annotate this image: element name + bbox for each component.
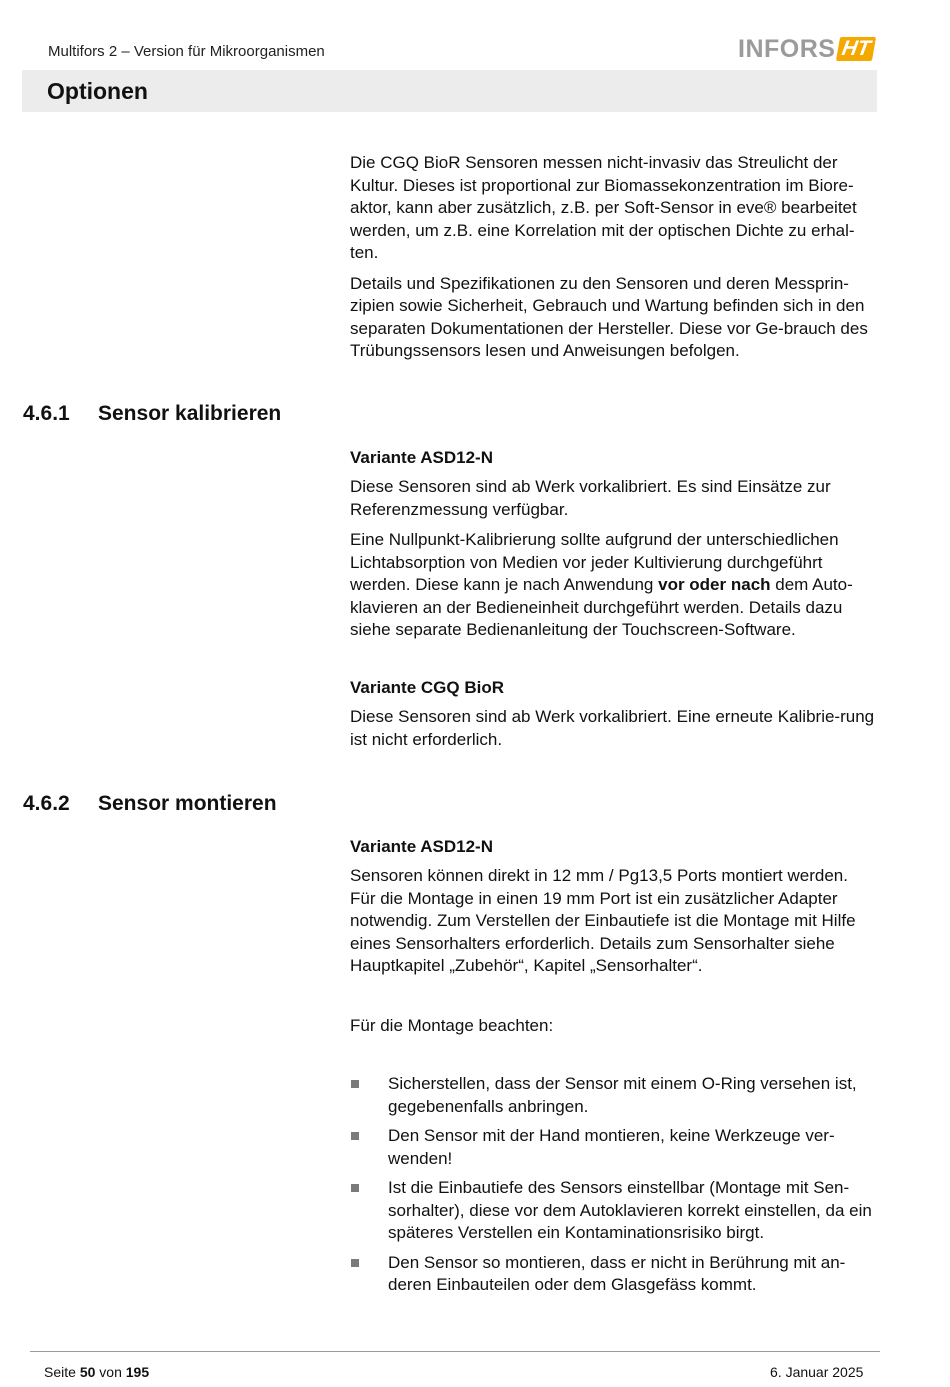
heading-text: Sensor kalibrieren: [98, 402, 282, 425]
mount-note-text: Für die Montage beachten:: [350, 1016, 554, 1035]
document-date: 6. Januar 2025: [770, 1364, 864, 1380]
section-header-bar: [22, 70, 877, 112]
calibration-paragraph-1: Diese Sensoren sind ab Werk vorkalibriert. Es sind Einsätze zur Referenzmessung verfügbar.: [350, 477, 831, 519]
heading-text: Sensor montieren: [98, 792, 277, 815]
heading-number: 4.6.1: [23, 402, 70, 425]
footer-divider: [30, 1351, 880, 1352]
logo-mark: HT: [836, 37, 876, 61]
bullet-square-icon: [351, 1132, 359, 1140]
calibration-cgq-paragraph: Diese Sensoren sind ab Werk vorkalibriert. Eine erneute Kalibrie-rung ist nicht erforderlich.: [350, 707, 875, 749]
calibration-asd12n-block: [350, 476, 878, 642]
page-number: Seite 50 von 195: [44, 1364, 150, 1380]
section-title: Optionen: [47, 78, 148, 104]
list-item: Ist die Einbautiefe des Sensors einstellbar (Montage mit Sen-sorhalter), diese vor dem Autoklavieren korrekt einstellen, da ein späteres Verstellen ein Kontaminationsrisiko birgt.: [350, 1177, 878, 1245]
intro-paragraph-2: Details und Spezifikationen zu den Sensoren und deren Messprin-zipien sowie Sicherheit, Gebrauch und Wartung befinden sich in den separaten Dokumentationen der Hersteller. Diese vor Ge-brauch des Trübungssensors lesen und Anweisungen befolgen.: [350, 273, 868, 360]
list-item: Sicherstellen, dass der Sensor mit einem O-Ring versehen ist, gegebenenfalls anbringen.: [350, 1073, 878, 1118]
bullet-square-icon: [351, 1080, 359, 1088]
subheading-variant-asd12n: Variante ASD12-N: [350, 448, 493, 467]
bullet-square-icon: [351, 1184, 359, 1192]
subheading-variant-cgq-bior: Variante CGQ BioR: [350, 678, 504, 697]
bullet-square-icon: [351, 1259, 359, 1267]
list-item: Den Sensor mit der Hand montieren, keine Werkzeuge ver-wenden!: [350, 1125, 878, 1170]
heading-4-6-2: [23, 792, 277, 816]
mount-asd12n-block: [350, 865, 878, 978]
document-title: Multifors 2 – Version für Mikroorganismen: [48, 43, 325, 60]
infors-ht-logo: [738, 34, 874, 64]
mount-bullet-list: [350, 1073, 878, 1304]
intro-paragraph-1: Die CGQ BioR Sensoren messen nicht-invasiv das Streulicht der Kultur. Dieses ist proportional zur Biomassekonzentration im Biore-aktor, kann aber zusätzlich, z.B. per Soft-Sensor in eve® bearbeitet werden, um z.B. eine Korrelation mit der optischen Dichte zu erhal-ten.: [350, 153, 857, 262]
logo-text: INFORS: [738, 34, 836, 63]
emphasis-text: vor oder nach: [658, 575, 771, 594]
subheading-variant-asd12n-mount: Variante ASD12-N: [350, 837, 493, 856]
heading-4-6-1: [23, 402, 281, 426]
calibration-paragraph-2: Eine Nullpunkt-Kalibrierung sollte aufgrund der unterschiedlichen Lichtabsorption von Medien vor jeder Kultivierung durchgeführt werden. Diese kann je nach Anwendung vor oder nach dem Auto-klavieren an der Bedieneinheit durchgeführt werden. Details dazu siehe separate Bedienanleitung der Touchscreen-Software.: [350, 530, 853, 639]
calibration-cgq-block: [350, 706, 878, 751]
list-item: Den Sensor so montieren, dass er nicht in Berührung mit an-deren Einbauteilen oder dem Glasgefäss kommt.: [350, 1252, 878, 1297]
mount-note: [350, 1015, 878, 1038]
heading-number: 4.6.2: [23, 792, 70, 815]
mount-paragraph: Sensoren können direkt in 12 mm / Pg13,5 Ports montiert werden. Für die Montage in einen 19 mm Port ist ein zusätzlicher Adapter notwendig. Zum Verstellen der Einbautiefe ist die Montage mit Hilfe eines Sensorhalters erforderlich. Details zum Sensorhalter siehe Hauptkapitel „Zubehör“, Kapitel „Sensorhalter“.: [350, 866, 856, 975]
intro-block: [350, 152, 878, 363]
